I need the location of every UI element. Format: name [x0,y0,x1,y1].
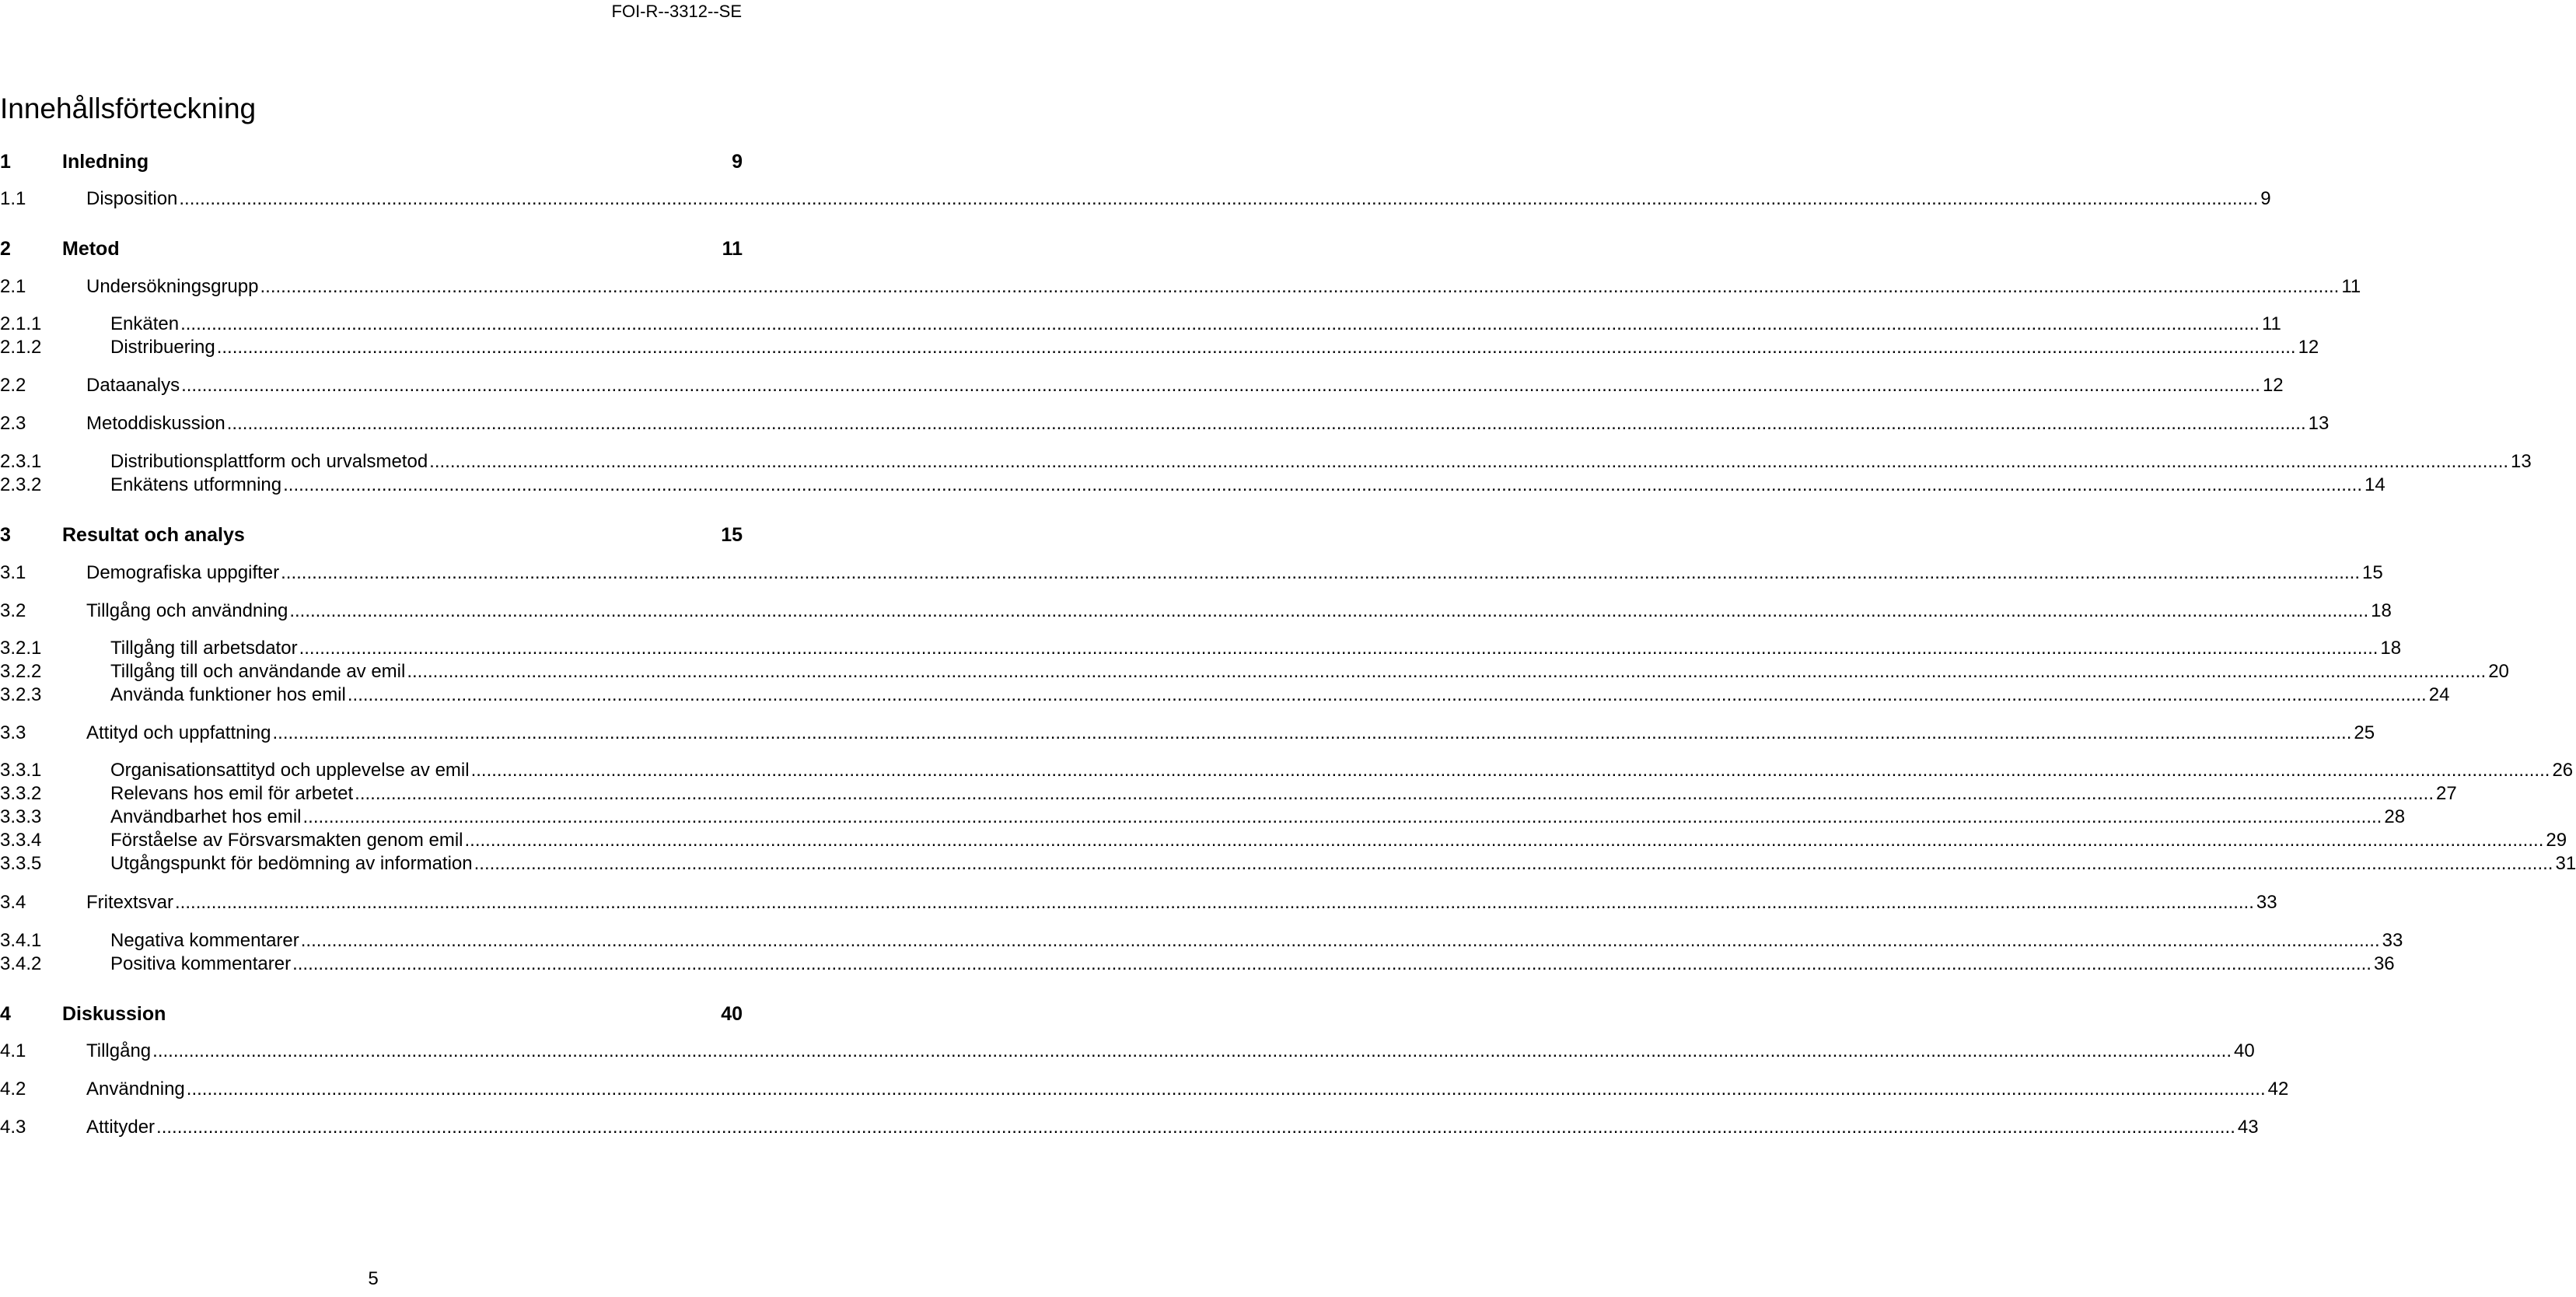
toc-entry-number: 2.2 [0,375,26,396]
toc-entry-4[interactable] [0,1002,743,1026]
toc-entry-3-4[interactable] [0,890,2277,915]
toc-entry-label: Använda funktioner hos emil [110,684,346,705]
toc-entry-line [110,805,2406,830]
toc-entry-line [110,781,2457,806]
toc-entry-page: 15 [721,524,743,546]
toc-entry-number: 3.3.1 [0,760,42,781]
toc-entry-2[interactable] [0,236,743,261]
toc-entry-label: Användbarhet hos emil [110,806,302,827]
toc-entry-label: Tillgång och användning [86,600,288,621]
toc-entry-2-3[interactable] [0,411,2330,436]
toc-entry-number: 1 [0,151,11,173]
toc-entry-label: Användning [86,1079,185,1099]
toc-entry-3-3-4[interactable] [0,828,2567,853]
toc-entry-label: Dataanalys [86,375,180,396]
toc-entry-line [110,952,2395,977]
toc-entry-number: 2.3.1 [0,451,42,472]
toc-entry-line [110,928,2403,953]
toc-dot-leader: ................................................................................................................................................................................................................................................................................................................................................................................................................. [470,760,2550,781]
toc-entry-number: 3.2.2 [0,661,42,682]
toc-entry-line [86,890,2277,915]
toc-entry-label: Diskussion [62,1003,166,1025]
toc-entry-label: Disposition [86,188,178,209]
toc-entry-label: Tillgång till och användande av emil [110,661,406,682]
toc-entry-number: 3.2.3 [0,684,42,705]
toc-entry-line [110,335,2319,360]
toc-entry-page: 14 [2364,474,2386,495]
toc-entry-line [86,274,2361,299]
toc-entry-label: Fritextsvar [86,892,174,913]
toc-entry-line [110,312,2281,337]
toc-entry-label: Negativa kommentarer [110,930,299,951]
toc-entry-page: 40 [721,1003,743,1025]
toc-entry-line [62,1002,743,1026]
toc-dot-leader: ................................................................................................................................................................................................................................................................................................................................................................................................................. [281,562,2360,583]
toc-entry-label: Undersökningsgrupp [86,276,259,297]
toc-entry-label: Utgångspunkt för bedömning av information [110,853,473,874]
toc-dot-leader: ................................................................................................................................................................................................................................................................................................................................................................................................................. [302,806,2382,827]
toc-entry-page: 20 [2488,661,2509,682]
toc-entry-1-1[interactable] [0,187,2271,212]
toc-entry-page: 43 [2237,1117,2259,1138]
toc-entry-number: 1.1 [0,188,26,209]
toc-entry-page: 40 [2234,1040,2255,1061]
toc-dot-leader: ................................................................................................................................................................................................................................................................................................................................................................................................................. [299,638,2379,659]
toc-dot-leader: ................................................................................................................................................................................................................................................................................................................................................................................................................. [226,413,2306,434]
toc-entry-label: Enkätens utformning [110,474,282,495]
toc-entry-3-3-2[interactable] [0,781,2457,806]
toc-entry-number: 2.3 [0,413,26,434]
toc-entry-label: Organisationsattityd och upplevelse av emil [110,760,470,781]
toc-entry-page: 26 [2552,760,2574,781]
toc-entry-page: 9 [2260,188,2271,209]
toc-entry-label: Resultat och analys [62,524,245,546]
toc-entry-4-2[interactable] [0,1077,2289,1102]
toc-entry-line [110,683,2450,708]
toc-entry-page: 18 [2380,638,2402,659]
toc-entry-1[interactable] [0,149,743,174]
toc-dot-leader: ................................................................................................................................................................................................................................................................................................................................................................................................................. [429,451,2509,472]
toc-dot-leader: ................................................................................................................................................................................................................................................................................................................................................................................................................. [186,1079,2266,1099]
toc-dot-leader: ................................................................................................................................................................................................................................................................................................................................................................................................................. [292,953,2372,974]
toc-entry-number: 3.4.2 [0,953,42,974]
toc-dot-leader: ................................................................................................................................................................................................................................................................................................................................................................................................................. [283,474,2362,495]
page-title: Innehållsförteckning [0,93,257,124]
toc-dot-leader: ................................................................................................................................................................................................................................................................................................................................................................................................................. [156,1117,2235,1138]
toc-entry-line [110,828,2567,853]
toc-entry-2-3-2[interactable] [0,473,2386,498]
toc-dot-leader: ................................................................................................................................................................................................................................................................................................................................................................................................................. [464,830,2544,851]
toc-entry-number: 3.3.4 [0,830,42,851]
toc-entry-page: 11 [722,238,743,260]
toc-entry-number: 4 [0,1003,11,1025]
toc-entry-number: 2.1 [0,276,26,297]
toc-dot-leader: ................................................................................................................................................................................................................................................................................................................................................................................................................. [181,375,2260,396]
toc-dot-leader: ................................................................................................................................................................................................................................................................................................................................................................................................................. [474,853,2553,874]
toc-entry-number: 3.4 [0,892,26,913]
toc-entry-label: Förståelse av Försvarsmakten genom emil [110,830,463,851]
page-number [0,1267,746,1291]
report-id: FOI-R--3312--SE [611,2,742,21]
toc-entry-line [86,1077,2289,1102]
toc-entry-page: 18 [2371,600,2392,621]
toc-entry-line [62,523,743,547]
toc-entry-number: 3.3.5 [0,853,42,874]
toc-entry-3-2-1[interactable] [0,636,2402,661]
toc-dot-leader: ................................................................................................................................................................................................................................................................................................................................................................................................................. [180,313,2260,334]
toc-entry-page: 11 [2261,313,2281,334]
toc-dot-leader: ................................................................................................................................................................................................................................................................................................................................................................................................................. [216,337,2296,358]
toc-entry-label: Distributionsplattform och urvalsmetod [110,451,428,472]
toc-entry-line [86,1039,2255,1064]
toc-entry-3-4-2[interactable] [0,952,2395,977]
toc-entry-3-2-2[interactable] [0,659,2509,684]
toc-entry-page: 33 [2256,892,2277,913]
toc-entry-line [110,851,2576,876]
toc-dot-leader: ................................................................................................................................................................................................................................................................................................................................................................................................................. [272,722,2352,743]
toc-entry-line [110,449,2532,474]
toc-entry-line [110,758,2574,783]
toc-entry-line [110,473,2386,498]
toc-entry-2-1-1[interactable] [0,312,2281,337]
toc-entry-label: Tillgång [86,1040,152,1061]
page-number-text: 5 [368,1268,379,1289]
toc-entry-label: Enkäten [110,313,180,334]
toc-entry-label: Metod [62,238,120,260]
toc-entry-number: 3.3.3 [0,806,42,827]
toc-entry-number: 4.3 [0,1117,26,1138]
toc-entry-number: 3.2.1 [0,638,42,659]
toc-entry-label: Distribuering [110,337,215,358]
toc-entry-label: Tillgång till arbetsdator [110,638,298,659]
toc-dot-leader: ................................................................................................................................................................................................................................................................................................................................................................................................................. [347,684,2427,705]
toc-entry-line [86,411,2330,436]
toc-entry-number: 2.1.2 [0,337,42,358]
toc-entry-page: 13 [2511,451,2532,472]
toc-dot-leader: ................................................................................................................................................................................................................................................................................................................................................................................................................. [260,276,2340,297]
toc-entry-number: 3.1 [0,562,26,583]
toc-entry-number: 2.3.2 [0,474,42,495]
toc-entry-page: 29 [2546,830,2567,851]
toc-entry-line [62,236,743,261]
toc-entry-page: 33 [2382,930,2403,951]
toc-dot-leader: ................................................................................................................................................................................................................................................................................................................................................................................................................. [152,1040,2232,1061]
toc-entry-3-1[interactable] [0,561,2383,586]
toc-entry-4-3[interactable] [0,1115,2259,1140]
toc-entry-3-3-5[interactable] [0,851,2576,876]
toc-entry-page: 11 [2341,276,2361,297]
toc-entry-line [86,599,2392,624]
toc-entry-3[interactable] [0,523,743,547]
toc-entry-number: 3 [0,524,11,546]
toc-entry-label: Inledning [62,151,149,173]
toc-entry-label: Relevans hos emil för arbetet [110,783,354,804]
toc-entry-page: 36 [2373,953,2395,974]
toc-entry-line [110,659,2509,684]
toc-entry-line [86,187,2271,212]
toc-entry-number: 3.3 [0,722,26,743]
toc-entry-line [110,636,2402,661]
toc-entry-page: 27 [2436,783,2457,804]
toc-dot-leader: ................................................................................................................................................................................................................................................................................................................................................................................................................. [355,783,2434,804]
toc-entry-number: 3.3.2 [0,783,42,804]
toc-entry-line [86,373,2284,398]
toc-entry-page: 12 [2262,375,2284,396]
toc-entry-page: 28 [2384,806,2406,827]
toc-dot-leader: ................................................................................................................................................................................................................................................................................................................................................................................................................. [289,600,2369,621]
toc-entry-4-1[interactable] [0,1039,2255,1064]
toc-dot-leader: ................................................................................................................................................................................................................................................................................................................................................................................................................. [175,892,2254,913]
toc-entry-number: 3.2 [0,600,26,621]
toc-entry-2-1-2[interactable] [0,335,2319,360]
toc-entry-page: 42 [2267,1079,2289,1099]
toc-dot-leader: ................................................................................................................................................................................................................................................................................................................................................................................................................. [300,930,2380,951]
toc-entry-page: 9 [732,151,743,173]
toc-entry-3-3-1[interactable] [0,758,2574,783]
toc-dot-leader: ................................................................................................................................................................................................................................................................................................................................................................................................................. [407,661,2487,682]
toc-entry-page: 12 [2298,337,2319,358]
toc-entry-line [62,149,743,174]
toc-entry-3-3-3[interactable] [0,805,2406,830]
toc-entry-3-4-1[interactable] [0,928,2403,953]
toc-entry-label: Attityd och uppfattning [86,722,271,743]
toc-entry-label: Attityder [86,1117,156,1138]
toc-entry-2-1[interactable] [0,274,2361,299]
toc-entry-page: 31 [2555,853,2576,874]
toc-entry-2-3-1[interactable] [0,449,2532,474]
toc-entry-label: Demografiska uppgifter [86,562,280,583]
toc-entry-label: Metoddiskussion [86,413,225,434]
toc-entry-page: 25 [2354,722,2375,743]
toc-entry-number: 2.1.1 [0,313,42,334]
toc-entry-3-3[interactable] [0,721,2375,746]
toc-entry-number: 4.1 [0,1040,26,1061]
toc-entry-page: 24 [2428,684,2450,705]
toc-entry-3-2[interactable] [0,599,2392,624]
toc-dot-leader: ................................................................................................................................................................................................................................................................................................................................................................................................................. [179,188,2259,209]
toc-entry-number: 2 [0,238,11,260]
toc-entry-2-2[interactable] [0,373,2284,398]
toc-entry-page: 13 [2308,413,2330,434]
toc-entry-number: 4.2 [0,1079,26,1099]
toc-entry-page: 15 [2361,562,2383,583]
toc-entry-line [86,721,2375,746]
toc-entry-number: 3.4.1 [0,930,42,951]
toc-entry-3-2-3[interactable] [0,683,2450,708]
toc-entry-line [86,1115,2259,1140]
toc-entry-label: Positiva kommentarer [110,953,292,974]
toc-entry-line [86,561,2383,586]
